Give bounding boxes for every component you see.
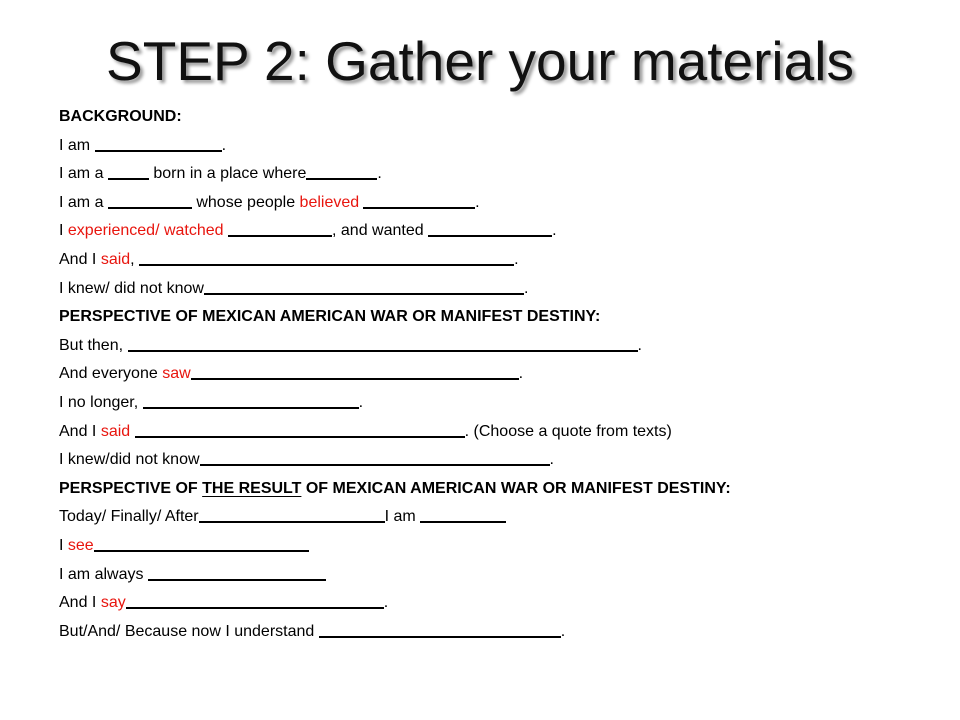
- line-text: I am: [384, 508, 421, 526]
- worksheet-line: [59, 246, 939, 275]
- fill-in-blank[interactable]: [204, 277, 524, 295]
- highlighted-word: say: [100, 594, 126, 612]
- heading-text: BACKGROUND:: [59, 108, 182, 125]
- line-text: .: [552, 222, 557, 240]
- fill-in-blank[interactable]: [143, 391, 359, 409]
- fill-in-blank[interactable]: [94, 534, 309, 552]
- fill-in-blank[interactable]: [108, 191, 192, 209]
- fill-in-blank[interactable]: [128, 334, 638, 352]
- line-text: , and wanted: [332, 222, 429, 240]
- fill-in-blank[interactable]: [420, 505, 506, 523]
- highlighted-word: see: [67, 536, 94, 554]
- worksheet-line: [59, 275, 939, 304]
- section-heading-background: [59, 103, 939, 132]
- fill-in-blank[interactable]: [200, 448, 550, 466]
- fill-in-blank[interactable]: [95, 134, 222, 152]
- line-text: And I: [59, 422, 101, 440]
- fill-in-blank[interactable]: [428, 219, 552, 237]
- worksheet-line: [59, 446, 939, 475]
- line-text: whose people: [191, 193, 300, 211]
- line-text: . (Choose a quote from texts): [464, 422, 672, 440]
- worksheet-line: [59, 360, 939, 389]
- page-title: STEP 2: Gather your materials: [106, 30, 854, 92]
- line-text: born in a place where: [148, 165, 307, 183]
- fill-in-blank[interactable]: [108, 162, 149, 180]
- line-text: .: [637, 336, 642, 354]
- line-text: I am a: [59, 193, 108, 211]
- line-text: I am always: [59, 565, 148, 583]
- worksheet-line: [59, 132, 939, 161]
- fill-in-blank[interactable]: [319, 620, 561, 638]
- line-text: .: [514, 250, 519, 268]
- line-text: .: [549, 451, 554, 469]
- line-text: .: [475, 193, 480, 211]
- worksheet: [59, 103, 939, 646]
- section-heading-result: [59, 475, 939, 504]
- worksheet-line: [59, 332, 939, 361]
- highlighted-word: said: [100, 422, 131, 440]
- fill-in-blank[interactable]: [228, 219, 332, 237]
- fill-in-blank[interactable]: [126, 591, 384, 609]
- fill-in-blank[interactable]: [306, 162, 377, 180]
- line-text: ,: [130, 250, 140, 268]
- worksheet-line: [59, 532, 939, 561]
- line-text: .: [560, 622, 566, 640]
- line-text: .: [383, 594, 389, 612]
- line-text: I no longer,: [59, 393, 143, 411]
- highlighted-word: believed: [299, 193, 360, 211]
- fill-in-blank[interactable]: [139, 248, 514, 266]
- worksheet-line: [59, 561, 939, 590]
- highlighted-word: said: [100, 250, 131, 268]
- worksheet-line: [59, 589, 939, 618]
- line-text: But then,: [59, 336, 128, 354]
- line-text: And I: [59, 594, 101, 612]
- line-text: .: [221, 136, 227, 154]
- line-text: .: [523, 279, 529, 297]
- heading-text: PERSPECTIVE OF: [59, 479, 203, 497]
- highlighted-word: experienced/ watched: [67, 222, 224, 240]
- line-text: Today/ Finally/ After: [59, 508, 199, 526]
- line-text: I am: [59, 136, 95, 154]
- fill-in-blank[interactable]: [191, 362, 519, 380]
- line-text: But/And/ Because now I understand: [59, 622, 319, 640]
- line-text: .: [377, 165, 382, 183]
- highlighted-word: saw: [162, 365, 191, 383]
- worksheet-line: [59, 189, 939, 218]
- underlined-phrase: THE RESULT: [202, 479, 302, 497]
- worksheet-line: [59, 389, 939, 418]
- worksheet-line: [59, 418, 939, 447]
- fill-in-blank[interactable]: [199, 505, 385, 523]
- line-text: And everyone: [59, 365, 163, 383]
- line-text: I knew/did not know: [59, 451, 200, 469]
- line-text: I knew/ did not know: [59, 279, 204, 297]
- line-text: .: [518, 365, 524, 383]
- fill-in-blank[interactable]: [363, 191, 475, 209]
- heading-text: PERSPECTIVE OF MEXICAN AMERICAN WAR OR MANIFEST DESTINY:: [59, 308, 601, 326]
- section-heading-perspective: [59, 303, 939, 332]
- heading-text: OF MEXICAN AMERICAN WAR OR MANIFEST DESTINY:: [301, 479, 731, 497]
- worksheet-line: [59, 217, 939, 246]
- worksheet-line: [59, 618, 939, 647]
- line-text: And I: [59, 250, 101, 268]
- line-text: .: [358, 393, 364, 411]
- line-text: I am a: [59, 165, 108, 183]
- line-text: I: [59, 222, 68, 240]
- worksheet-line: [59, 160, 939, 189]
- worksheet-line: [59, 503, 939, 532]
- fill-in-blank[interactable]: [135, 420, 465, 438]
- line-text: I: [59, 536, 68, 554]
- fill-in-blank[interactable]: [148, 563, 326, 581]
